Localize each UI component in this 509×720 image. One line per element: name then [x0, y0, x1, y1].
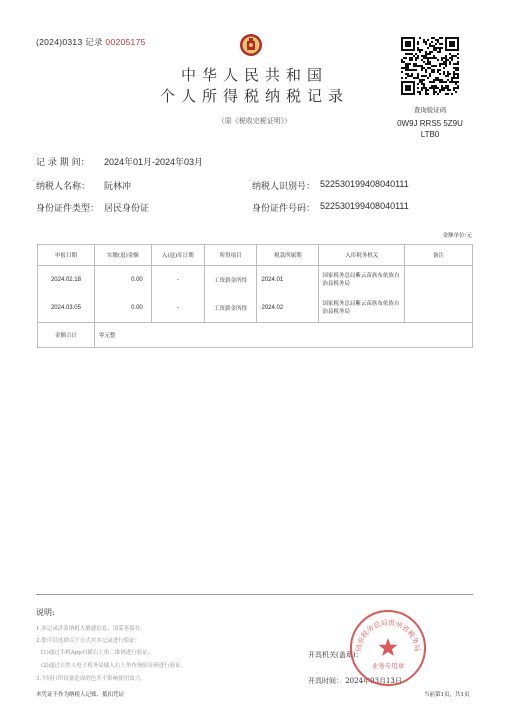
tax-office: 国家税务总局紫云苗族布依族自治县税务局	[319, 294, 405, 323]
taxpayer-name-value: 阮林冲	[104, 182, 132, 192]
amount: 0.00	[94, 294, 151, 323]
subtitle: （原《税收完税证明》）	[217, 117, 292, 125]
tax-period: 2024.01	[257, 266, 319, 295]
taxpayer-name-label: 纳税人名称：	[36, 182, 91, 192]
table-row	[38, 294, 473, 323]
income-item: 工资薪金所得	[204, 294, 257, 323]
record-prefix: (2024)0313 记录	[36, 37, 103, 47]
remark	[405, 294, 473, 323]
report-date: 2024.02.18	[38, 266, 95, 295]
column-header: 入(退)库日期	[151, 245, 204, 266]
report-date: 2024.03.05	[38, 294, 95, 323]
total-row	[38, 323, 473, 348]
column-header: 备注	[405, 245, 473, 266]
official-seal-icon	[348, 608, 428, 688]
note-item: (1)通过手机App扫描右上角二维码进行验证；	[41, 650, 154, 656]
column-header: 申报日期	[38, 245, 95, 266]
note-item: 3.不同打印设备造成的色差不影响使用效力。	[36, 676, 146, 682]
id-type-value: 居民身份证	[104, 204, 150, 214]
stock-date: -	[151, 294, 204, 323]
seal-inner-text: 业务专用章	[371, 662, 405, 670]
unit-note: 金额单位:元	[442, 233, 472, 239]
column-header: 所得项目	[204, 245, 257, 266]
note-item: 2.您可以选择以下方式对本记录进行验证：	[36, 638, 141, 644]
national-emblem-icon	[239, 33, 263, 57]
taxpayer-id-value: 522530199408040111	[320, 179, 409, 189]
record-number: 00205175	[105, 37, 146, 47]
title-line-2: 个人所得税纳税记录	[159, 87, 349, 105]
total-label: 金额合计	[38, 323, 95, 348]
stock-date: -	[151, 266, 204, 295]
footer-disclaimer: 本凭证不作为纳税人记账、抵扣凭证	[36, 692, 125, 698]
verification-code-line-2: LTB0	[420, 130, 440, 139]
taxpayer-id-label: 纳税人识别号：	[252, 182, 316, 192]
tax-office: 国家税务总局紫云苗族布依族自治县税务局	[319, 266, 405, 295]
table-row	[38, 266, 473, 295]
tax-records-table	[37, 244, 473, 348]
column-header: 实缴(退)金额	[94, 245, 151, 266]
qr-label: 查询验证码	[413, 106, 447, 114]
qr-code-icon[interactable]	[401, 37, 459, 95]
verification-code	[384, 118, 476, 140]
notes-title: 说明:	[36, 608, 55, 617]
note-item: 1.本记录涉及纳税人敏感信息，请妥善保存。	[36, 626, 146, 632]
record-number-line	[36, 36, 146, 48]
period-value: 2024年01月-2024年03月	[104, 157, 204, 167]
page-indicator: 当前第1页，共1页	[424, 692, 470, 698]
issue-time: 开具时间： 2024年03月13日	[308, 677, 402, 685]
table-header-row	[38, 245, 473, 266]
title-line-1: 中华人民共和国	[180, 66, 328, 84]
issuing-authority-label: 开具机关(盖章)：	[308, 651, 363, 659]
column-header: 税款所属期	[257, 245, 319, 266]
note-item: (2)通过自然人电子税务局输入右上角查询验证码进行验证。	[41, 663, 187, 669]
tax-period: 2024.02	[257, 294, 319, 323]
total-value: 零元整	[94, 323, 472, 348]
notes-divider	[36, 594, 473, 595]
column-header: 入库税务机关	[319, 245, 405, 266]
id-number-label: 身份证件号码：	[252, 204, 316, 214]
period-label: 记 录 期 间：	[36, 158, 90, 168]
verification-code-line-1: 0W9J RRS5 5Z9U	[397, 119, 463, 128]
amount: 0.00	[94, 266, 151, 295]
id-number-value: 522530199408040111	[320, 201, 409, 211]
remark	[405, 266, 473, 295]
id-type-label: 身份证件类型：	[36, 204, 100, 214]
seal-outer-text: 国家税务总局贵州省税务局	[354, 618, 422, 653]
income-item: 工资薪金所得	[204, 266, 257, 295]
